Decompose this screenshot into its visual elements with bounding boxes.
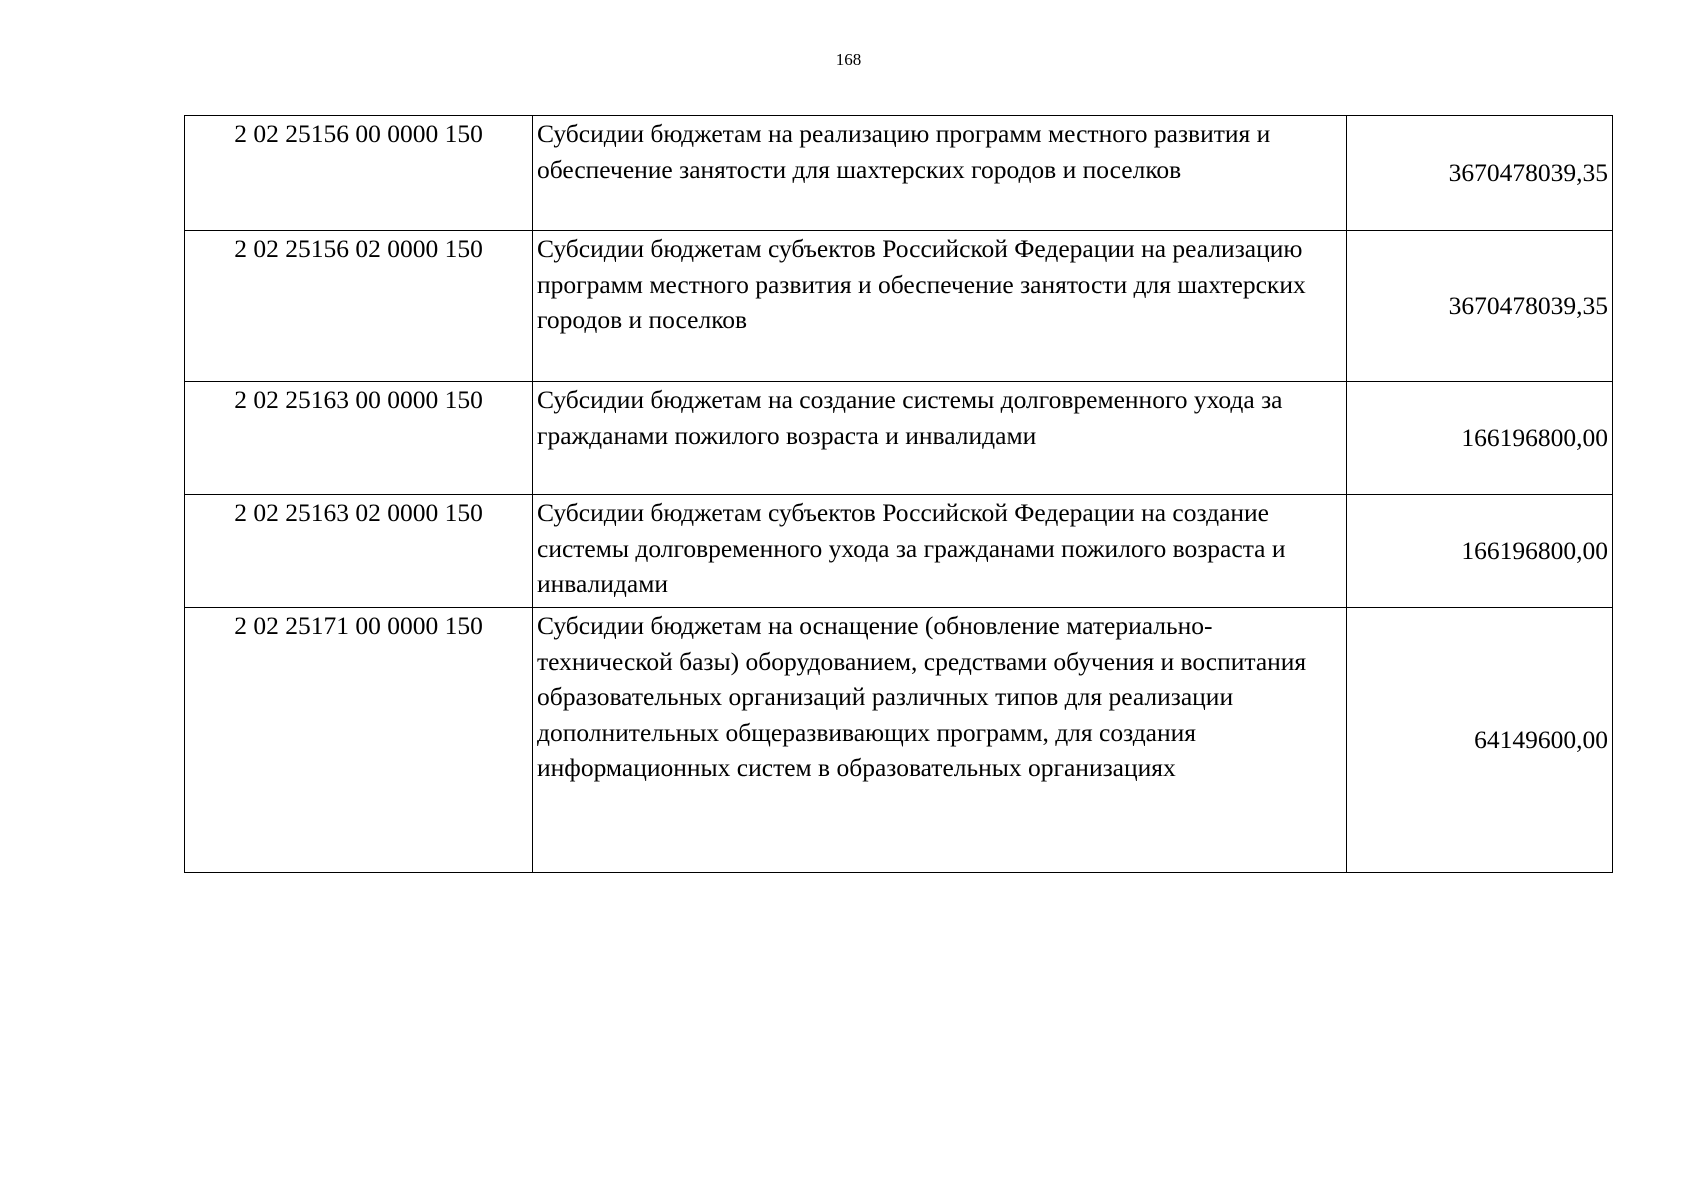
revenue-code-cell: 2 02 25156 02 0000 150 [185,231,533,382]
revenue-description-cell: Субсидии бюджетам субъектов Российской Федерации на создание системы долговременного ухода за гражданами пожилого возраста и инвалидами [533,495,1347,608]
revenue-description-cell: Субсидии бюджетам на создание системы долговременного ухода за гражданами пожилого возраста и инвалидами [533,382,1347,495]
table-row [185,116,1613,231]
revenue-description-cell: Субсидии бюджетам на реализацию программ местного развития и обеспечение занятости для шахтерских городов и поселков [533,116,1347,231]
revenue-description-cell: Субсидии бюджетам субъектов Российской Федерации на реализацию программ местного развития и обеспечение занятости для шахтерских городов и поселков [533,231,1347,382]
revenue-code-cell: 2 02 25163 02 0000 150 [185,495,533,608]
table-row [185,495,1613,608]
revenue-code-cell: 2 02 25163 00 0000 150 [185,382,533,495]
revenue-amount-cell: 166196800,00 [1347,495,1613,608]
revenue-amount-cell: 3670478039,35 [1347,116,1613,231]
revenue-amount-cell: 3670478039,35 [1347,231,1613,382]
table-row [185,231,1613,382]
revenue-amount-cell: 64149600,00 [1347,608,1613,873]
budget-revenue-table [184,115,1613,873]
table-row [185,382,1613,495]
revenue-amount-cell: 166196800,00 [1347,382,1613,495]
revenue-code-cell: 2 02 25156 00 0000 150 [185,116,533,231]
revenue-code-cell: 2 02 25171 00 0000 150 [185,608,533,873]
table-row [185,608,1613,873]
revenue-description-cell: Субсидии бюджетам на оснащение (обновление материально-технической базы) оборудованием, средствами обучения и воспитания образовательных организаций различных типов для реализации дополнительных общеразвивающих программ, для создания информационных систем в образовательных организациях [533,608,1347,873]
page-number: 168 [835,50,862,69]
